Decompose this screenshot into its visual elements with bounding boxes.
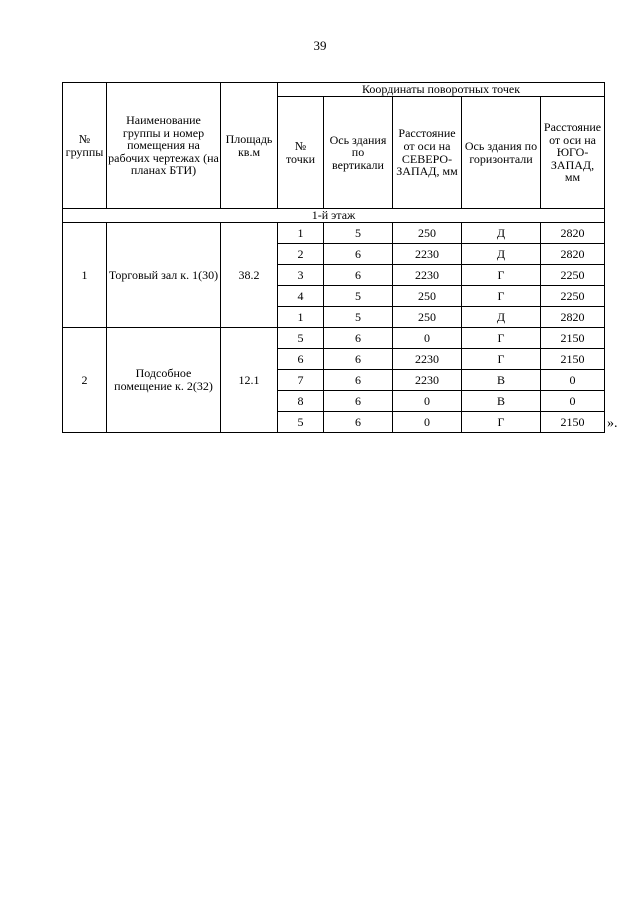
coordinates-table <box>62 82 605 433</box>
vertical-axis-value: 6 <box>324 370 393 391</box>
distance-southwest-value: 0 <box>541 391 605 412</box>
point-number: 1 <box>278 223 324 244</box>
distance-northwest-value: 250 <box>393 307 462 328</box>
point-number: 5 <box>278 412 324 433</box>
point-number: 7 <box>278 370 324 391</box>
table-row <box>63 328 605 349</box>
header-horizontal-axis: Ось здания по горизонтали <box>462 97 541 209</box>
point-number: 6 <box>278 349 324 370</box>
distance-northwest-value: 2230 <box>393 370 462 391</box>
distance-northwest-value: 2230 <box>393 265 462 286</box>
header-distance-southwest: Расстояние от оси на ЮГО-ЗАПАД, мм <box>541 97 605 209</box>
vertical-axis-value: 6 <box>324 244 393 265</box>
horizontal-axis-value: Д <box>462 223 541 244</box>
distance-southwest-value: 0 <box>541 370 605 391</box>
distance-northwest-value: 0 <box>393 328 462 349</box>
distance-southwest-value: 2250 <box>541 265 605 286</box>
header-distance-northwest: Расстояние от оси на СЕВЕРО-ЗАПАД, мм <box>393 97 462 209</box>
header-coordinates-title: Координаты поворотных точек <box>278 83 605 97</box>
distance-northwest-value: 0 <box>393 412 462 433</box>
point-number: 3 <box>278 265 324 286</box>
distance-northwest-value: 2230 <box>393 244 462 265</box>
distance-southwest-value: 2820 <box>541 244 605 265</box>
room-name: Торговый зал к. 1(30) <box>107 223 221 328</box>
vertical-axis-value: 5 <box>324 223 393 244</box>
room-area: 12.1 <box>221 328 278 433</box>
header-group-number: № группы <box>63 83 107 209</box>
vertical-axis-value: 6 <box>324 328 393 349</box>
horizontal-axis-value: Д <box>462 307 541 328</box>
distance-northwest-value: 250 <box>393 223 462 244</box>
point-number: 2 <box>278 244 324 265</box>
table-row <box>63 223 605 244</box>
distance-southwest-value: 2150 <box>541 349 605 370</box>
horizontal-axis-value: В <box>462 391 541 412</box>
distance-southwest-value: 2820 <box>541 223 605 244</box>
room-name: Подсобное помещение к. 2(32) <box>107 328 221 433</box>
point-number: 1 <box>278 307 324 328</box>
distance-southwest-value: 2820 <box>541 307 605 328</box>
distance-northwest-value: 2230 <box>393 349 462 370</box>
vertical-axis-value: 6 <box>324 349 393 370</box>
vertical-axis-value: 5 <box>324 307 393 328</box>
distance-northwest-value: 250 <box>393 286 462 307</box>
room-area: 38.2 <box>221 223 278 328</box>
horizontal-axis-value: Г <box>462 412 541 433</box>
vertical-axis-value: 6 <box>324 391 393 412</box>
group-number: 1 <box>63 223 107 328</box>
header-room-name: Наименование группы и номер помещения на рабочих чертежах (на планах БТИ) <box>107 83 221 209</box>
vertical-axis-value: 5 <box>324 286 393 307</box>
point-number: 4 <box>278 286 324 307</box>
point-number: 8 <box>278 391 324 412</box>
horizontal-axis-value: Г <box>462 286 541 307</box>
distance-northwest-value: 0 <box>393 391 462 412</box>
point-number: 5 <box>278 328 324 349</box>
group-number: 2 <box>63 328 107 433</box>
closing-quote: ». <box>607 416 618 431</box>
vertical-axis-value: 6 <box>324 412 393 433</box>
horizontal-axis-value: Д <box>462 244 541 265</box>
header-area: Площадь кв.м <box>221 83 278 209</box>
page-number: 39 <box>313 38 327 53</box>
horizontal-axis-value: Г <box>462 265 541 286</box>
distance-southwest-value: 2250 <box>541 286 605 307</box>
header-point-number: № точки <box>278 97 324 209</box>
header-vertical-axis: Ось здания по вертикали <box>324 97 393 209</box>
horizontal-axis-value: Г <box>462 349 541 370</box>
floor-label: 1-й этаж <box>63 209 605 223</box>
vertical-axis-value: 6 <box>324 265 393 286</box>
horizontal-axis-value: Г <box>462 328 541 349</box>
horizontal-axis-value: В <box>462 370 541 391</box>
distance-southwest-value: 2150 <box>541 412 605 433</box>
distance-southwest-value: 2150 <box>541 328 605 349</box>
